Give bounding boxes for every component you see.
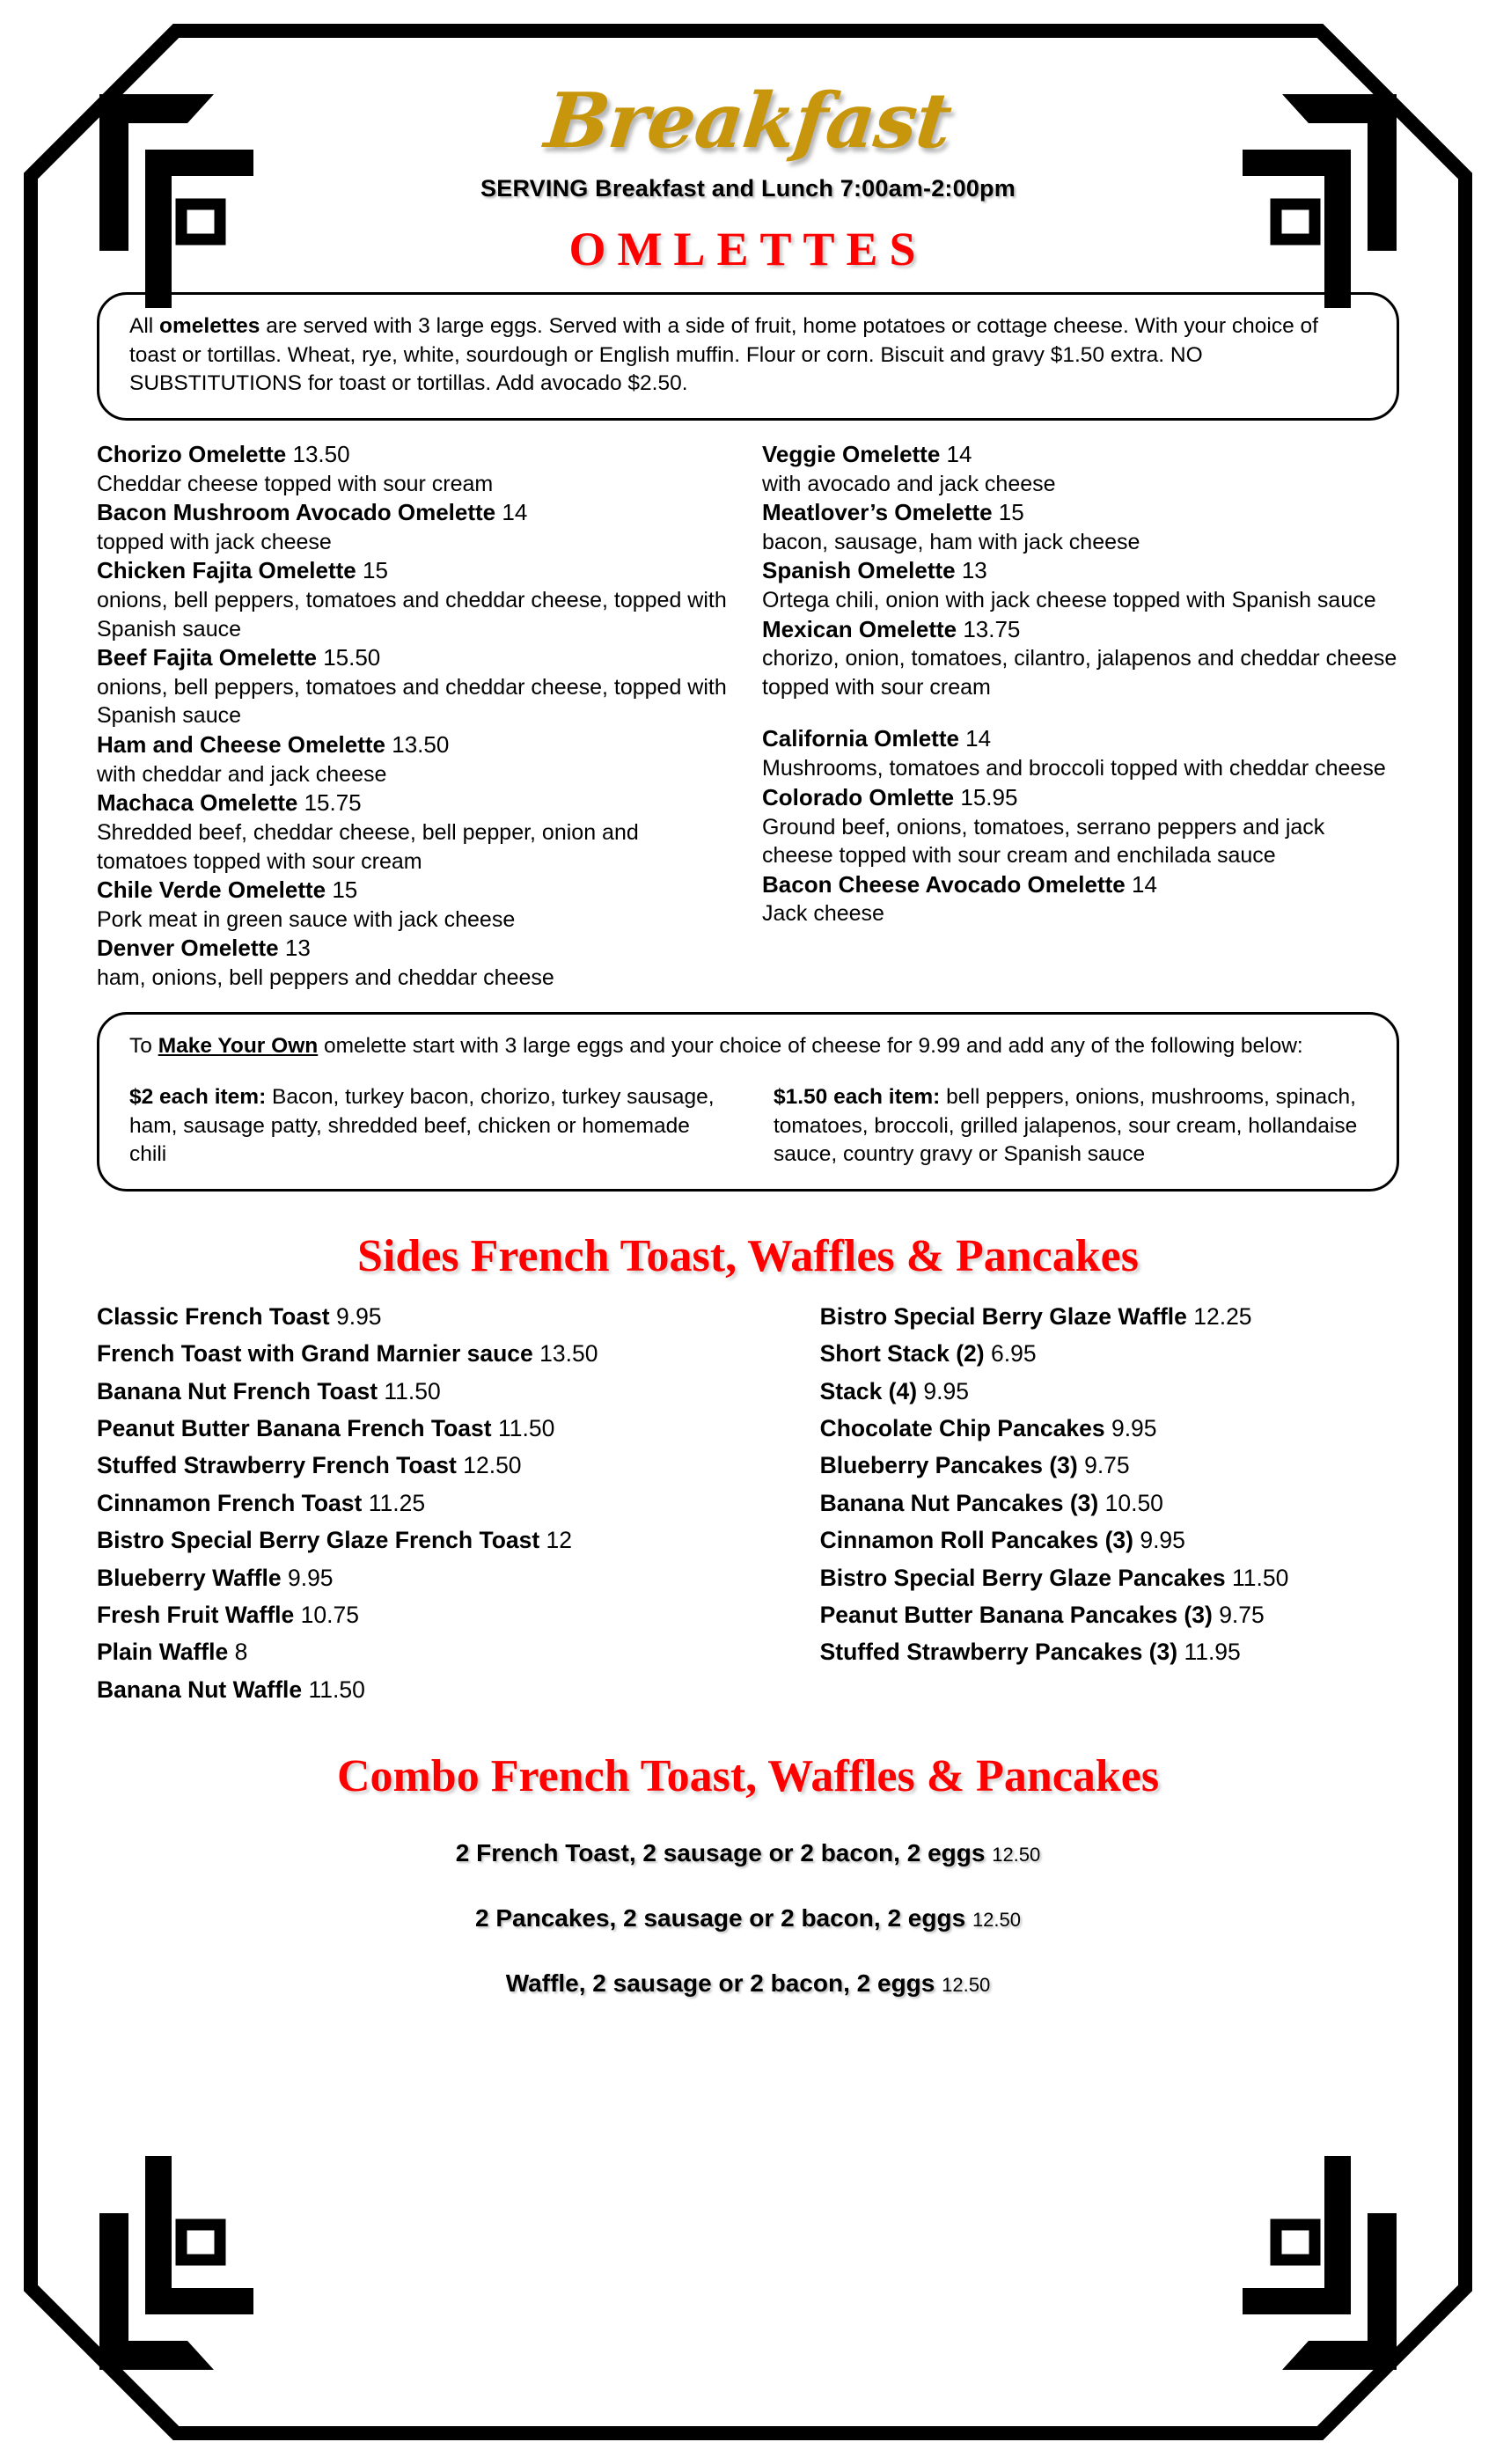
side-item-price: 12.50 xyxy=(463,1452,522,1479)
menu-item-description: ham, onions, bell peppers and cheddar cheese xyxy=(97,965,554,991)
side-item: Plain Waffle 8 xyxy=(97,1639,248,1666)
menu-item-price: 15 xyxy=(362,557,388,584)
side-item-price: 9.75 xyxy=(1084,1452,1130,1479)
menu-item-name: Ham and Cheese Omelette 13.50 xyxy=(97,730,450,758)
side-item-price: 9.75 xyxy=(1219,1602,1265,1629)
menu-item-description: onions, bell peppers, tomatoes and cheddar cheese, topped with Spanish sauce xyxy=(97,674,727,729)
sides-column-left xyxy=(97,1298,774,1708)
menu-item-price: 13 xyxy=(961,557,987,584)
menu-item xyxy=(97,934,734,992)
menu-item-price: 14 xyxy=(502,499,528,526)
side-item: Stack (4) 9.95 xyxy=(819,1377,969,1404)
side-item-price: 9.95 xyxy=(1140,1527,1185,1554)
menu-item xyxy=(97,498,734,556)
menu-item-name: Bacon Mushroom Avocado Omelette 14 xyxy=(97,499,528,526)
side-item: Cinnamon Roll Pancakes (3) 9.95 xyxy=(819,1527,1185,1554)
myo-intro-bold: Make Your Own xyxy=(158,1033,319,1058)
side-item: French Toast with Grand Marnier sauce 13.50 xyxy=(97,1340,598,1368)
menu-item-name: Colorado Omlette 15.95 xyxy=(762,783,1018,810)
make-your-own-intro xyxy=(129,1032,1367,1061)
menu-item-description: Shredded beef, cheddar cheese, bell pepper, onion and tomatoes topped with sour cream xyxy=(97,820,639,874)
menu-item-price: 13 xyxy=(284,935,311,962)
side-item: Chocolate Chip Pancakes 9.95 xyxy=(819,1415,1157,1442)
side-item: Peanut Butter Banana French Toast 11.50 xyxy=(97,1415,555,1442)
page-title: Breakfast xyxy=(540,77,956,165)
combo-item-price: 12.50 xyxy=(972,1909,1021,1932)
myo-intro-pre: To xyxy=(129,1033,158,1058)
menu-item-price: 13.75 xyxy=(963,615,1021,642)
menu-item-name: Veggie Omelette 14 xyxy=(762,440,972,467)
side-item: Banana Nut Waffle 11.50 xyxy=(97,1676,365,1703)
menu-item-name: Mexican Omelette 13.75 xyxy=(762,615,1021,642)
addons-two-dollar xyxy=(129,1083,722,1170)
addons-one-fifty-label: $1.50 each item: xyxy=(774,1085,941,1110)
menu-item xyxy=(97,643,734,730)
menu-item-name: California Omlette 14 xyxy=(762,725,992,752)
side-item: Bistro Special Berry Glaze Pancakes 11.50 xyxy=(819,1564,1289,1591)
side-item-price: 8 xyxy=(234,1639,248,1666)
menu-item-price: 13.50 xyxy=(292,440,350,467)
side-item: Peanut Butter Banana Pancakes (3) 9.75 xyxy=(819,1602,1265,1629)
combo-item: Waffle, 2 sausage or 2 bacon, 2 eggs 12.50 xyxy=(505,1969,991,1998)
side-item: Bistro Special Berry Glaze French Toast 12 xyxy=(97,1527,573,1554)
menu-item xyxy=(97,440,734,498)
addons-one-fifty-items: bell peppers, onions, mushrooms, spinach, tomatoes, broccoli, grilled jalapenos, sour cream, hollandaise sauce, country gravy or Spanish sauce xyxy=(774,1085,1358,1167)
make-your-own-box xyxy=(97,1012,1399,1192)
menu-item-name: Chicken Fajita Omelette 15 xyxy=(97,557,388,584)
omelette-column-right xyxy=(762,440,1399,993)
menu-item-description: Pork meat in green sauce with jack cheese xyxy=(97,906,516,932)
menu-item-description: Mushrooms, tomatoes and broccoli topped with cheddar cheese xyxy=(762,756,1386,781)
menu-item-price: 15 xyxy=(998,499,1024,526)
menu-item-name: Beef Fajita Omelette 15.50 xyxy=(97,644,381,671)
section-heading-combo: Combo French Toast, Waffles & Pancakes xyxy=(336,1751,1160,1802)
side-item-price: 13.50 xyxy=(539,1340,598,1368)
menu-item-price: 15.95 xyxy=(960,783,1018,810)
menu-item-name: Bacon Cheese Avocado Omelette 14 xyxy=(762,870,1157,898)
make-your-own-addons xyxy=(129,1083,1367,1170)
side-item: Stuffed Strawberry Pancakes (3) 11.95 xyxy=(819,1639,1241,1666)
myo-intro-post: omelette start with 3 large eggs and your choice of cheese for 9.99 and add any of the following below: xyxy=(318,1033,1303,1058)
menu-item xyxy=(97,556,734,643)
menu-item-description: with cheddar and jack cheese xyxy=(97,761,387,787)
menu-item-price: 15.50 xyxy=(323,644,381,671)
menu-item-description: onions, bell peppers, tomatoes and cheddar cheese, topped with Spanish sauce xyxy=(97,588,727,642)
menu-item xyxy=(762,724,1399,782)
side-item: Short Stack (2) 6.95 xyxy=(819,1340,1037,1368)
side-item-price: 11.95 xyxy=(1184,1639,1241,1666)
side-item-price: 11.25 xyxy=(368,1489,426,1516)
menu-item-name: Spanish Omelette 13 xyxy=(762,557,987,584)
combo-item-price: 12.50 xyxy=(992,1844,1041,1866)
side-item: Stuffed Strawberry French Toast 12.50 xyxy=(97,1452,522,1479)
note-part1: All xyxy=(129,314,160,338)
side-item: Fresh Fruit Waffle 10.75 xyxy=(97,1602,359,1629)
menu-item xyxy=(762,440,1399,498)
menu-item-name: Chile Verde Omelette 15 xyxy=(97,876,358,904)
menu-item-description: Ortega chili, onion with jack cheese topped with Spanish sauce xyxy=(762,588,1376,613)
side-item: Bistro Special Berry Glaze Waffle 12.25 xyxy=(819,1302,1252,1330)
menu-item-description: topped with jack cheese xyxy=(97,529,332,554)
side-item-price: 9.95 xyxy=(335,1302,382,1330)
menu-item xyxy=(762,615,1399,702)
menu-item-description: Ground beef, onions, tomatoes, serrano peppers and jack cheese topped with sour cream and enchilada sauce xyxy=(762,814,1325,869)
side-item-price: 10.50 xyxy=(1104,1489,1163,1516)
menu-item-name: Denver Omelette 13 xyxy=(97,935,311,962)
omelette-note-box xyxy=(97,292,1399,421)
menu-item xyxy=(762,498,1399,556)
side-item-price: 12.25 xyxy=(1193,1302,1252,1330)
menu-item-name: Machaca Omelette 15.75 xyxy=(97,789,362,817)
side-item-price: 10.75 xyxy=(300,1602,359,1629)
menu-item-description: chorizo, onion, tomatoes, cilantro, jalapenos and cheddar cheese topped with sour cream xyxy=(762,646,1397,700)
section-heading-sides: Sides French Toast, Waffles & Pancakes xyxy=(357,1230,1139,1281)
menu-item-description: bacon, sausage, ham with jack cheese xyxy=(762,529,1140,554)
menu-item xyxy=(97,876,734,934)
side-item: Blueberry Pancakes (3) 9.75 xyxy=(819,1452,1130,1479)
side-item: Cinnamon French Toast 11.25 xyxy=(97,1489,426,1516)
side-item-price: 11.50 xyxy=(497,1415,555,1442)
menu-item-description: Jack cheese xyxy=(762,901,884,927)
menu-item-price: 13.50 xyxy=(392,730,450,758)
menu-item-name: Chorizo Omelette 13.50 xyxy=(97,440,350,467)
combo-item-price: 12.50 xyxy=(942,1974,991,1997)
side-item: Banana Nut Pancakes (3) 10.50 xyxy=(819,1489,1163,1516)
menu-item xyxy=(762,783,1399,870)
section-heading-omlettes: OMLETTES xyxy=(568,223,928,275)
omelette-columns xyxy=(97,440,1399,993)
omelette-right-group-one xyxy=(762,440,1399,702)
side-item-price: 9.95 xyxy=(923,1377,969,1404)
sides-column-right xyxy=(774,1298,1399,1708)
side-item-price: 11.50 xyxy=(308,1676,365,1703)
side-item-price: 6.95 xyxy=(990,1340,1037,1368)
menu-item-price: 14 xyxy=(1132,870,1157,898)
menu-item xyxy=(97,788,734,876)
menu-item xyxy=(762,870,1399,928)
omelette-group-spacer xyxy=(762,701,1399,724)
omelette-right-group-two xyxy=(762,724,1399,928)
side-item-price: 9.95 xyxy=(1111,1415,1157,1442)
side-item: Classic French Toast 9.95 xyxy=(97,1302,382,1330)
side-item-price: 11.50 xyxy=(1232,1564,1289,1591)
note-part2: are served with 3 large eggs. Served with a side of fruit, home potatoes or cottage cheese. With your choice of toast or tortillas. Wheat, rye, white, sourdough or English muffin. Flour or corn. Biscuit and gravy $1.50 extra. NO SUBSTITUTIONS for toast or tortillas. Add avocado $2.50. xyxy=(129,314,1318,396)
menu-item-name: Meatlover’s Omelette 15 xyxy=(762,499,1024,526)
combo-rows xyxy=(97,1839,1399,1998)
side-item-price: 12 xyxy=(546,1527,573,1554)
menu-item-price: 15 xyxy=(332,876,358,904)
addons-one-fifty xyxy=(774,1083,1367,1170)
omelette-note-text xyxy=(129,312,1367,399)
side-item: Banana Nut French Toast 11.50 xyxy=(97,1377,441,1404)
serving-hours-text: SERVING Breakfast and Lunch 7:00am-2:00pm xyxy=(480,175,1016,202)
combo-item: 2 Pancakes, 2 sausage or 2 bacon, 2 eggs 12.50 xyxy=(474,1904,1021,1932)
menu-item-price: 14 xyxy=(965,725,992,752)
menu-item-description: with avocado and jack cheese xyxy=(762,471,1056,496)
combo-item: 2 French Toast, 2 sausage or 2 bacon, 2 eggs 12.50 xyxy=(455,1839,1041,1867)
menu-item-price: 15.75 xyxy=(304,789,362,817)
note-bold-omelettes: omelettes xyxy=(159,314,260,338)
addons-two-dollar-items: Bacon, turkey bacon, chorizo, turkey sausage, ham, sausage patty, shredded beef, chicken or homemade chili xyxy=(129,1085,715,1167)
menu-item xyxy=(97,730,734,788)
side-item-price: 9.95 xyxy=(287,1564,334,1591)
menu-item-price: 14 xyxy=(946,440,972,467)
menu-item xyxy=(762,556,1399,614)
sides-columns xyxy=(97,1298,1399,1708)
combo-section xyxy=(97,1750,1399,1998)
addons-two-dollar-label: $2 each item: xyxy=(129,1085,267,1110)
sides-section xyxy=(97,1230,1399,1708)
menu-item-description: Cheddar cheese topped with sour cream xyxy=(97,471,494,496)
omelette-column-left xyxy=(97,440,734,993)
side-item: Blueberry Waffle 9.95 xyxy=(97,1564,334,1591)
side-item-price: 11.50 xyxy=(384,1377,441,1404)
